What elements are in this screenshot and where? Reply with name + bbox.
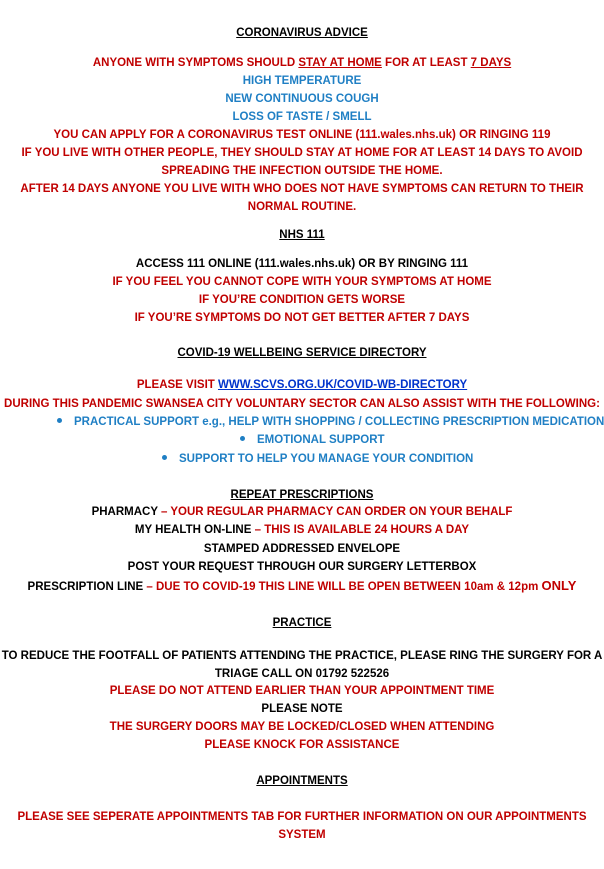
stamped-envelope-line: STAMPED ADDRESSED ENVELOPE — [203, 543, 401, 555]
appointments-heading: APPOINTMENTS — [256, 775, 348, 787]
bullet-text-practical: PRACTICAL SUPPORT e.g., HELP WITH SHOPPING / COLLECTING PRESCRIPTION MEDICATION — [74, 416, 604, 428]
wellbeing-heading: COVID-19 WELLBEING SERVICE DIRECTORY — [177, 347, 427, 359]
coronavirus-heading: CORONAVIRUS ADVICE — [236, 27, 368, 39]
wellbeing-visit-label: PLEASE VISIT — [136, 379, 218, 391]
repeat-prescriptions-heading: REPEAT PRESCRIPTIONS — [230, 489, 374, 501]
pharmacy-line — [0, 503, 604, 521]
symptom-high-temperature: HIGH TEMPERATURE — [242, 75, 362, 87]
nhs111-cannot-cope: IF YOU FEEL YOU CANNOT COPE WITH YOUR SYMPTOMS AT HOME — [112, 276, 492, 288]
post-request-line: POST YOUR REQUEST THROUGH OUR SURGERY LETTERBOX — [127, 561, 477, 573]
prescription-line — [0, 577, 604, 596]
stay-home-pre: ANYONE WITH SYMPTOMS SHOULD — [92, 57, 299, 69]
bullet-text-emotional: EMOTIONAL SUPPORT — [257, 434, 385, 446]
reduce-footfall-line-2: TRIAGE CALL ON 01792 522526 — [214, 668, 390, 680]
stay-home-mid: FOR AT LEAST — [381, 57, 471, 69]
bullet-text-condition: SUPPORT TO HELP YOU MANAGE YOUR CONDITION — [179, 453, 474, 465]
live-with-line-1: IF YOU LIVE WITH OTHER PEOPLE, THEY SHOULD STAY AT HOME FOR AT LEAST 14 DAYS TO AVOID — [21, 147, 583, 159]
pharmacy-label: PHARMACY — [91, 506, 158, 518]
bullet-dot-icon — [162, 455, 167, 460]
nhs111-access: ACCESS 111 ONLINE (111.wales.nhs.uk) OR BY RINGING 111 — [135, 258, 469, 270]
test-line: YOU CAN APPLY FOR A CORONAVIRUS TEST ONLINE (111.wales.nhs.uk) OR RINGING 119 — [53, 129, 551, 141]
appointments-info-line-1: PLEASE SEE SEPERATE APPOINTMENTS TAB FOR FURTHER INFORMATION ON OUR APPOINTMENTS — [17, 811, 587, 823]
my-health-label: MY HEALTH ON-LINE — [134, 524, 252, 536]
nhs111-not-better: IF YOU’RE SYMPTOMS DO NOT GET BETTER AFTER 7 DAYS — [134, 312, 470, 324]
after-14-days-line-2: NORMAL ROUTINE. — [247, 201, 357, 213]
live-with-line-2: SPREADING THE INFECTION OUTSIDE THE HOME. — [161, 165, 443, 177]
bullet-item-condition — [162, 450, 473, 468]
stay-home-line — [0, 54, 604, 72]
prescription-line-detail: – DUE TO COVID-19 THIS LINE WILL BE OPEN BETWEEN 10am & 12pm — [143, 581, 542, 593]
my-health-detail: – THIS IS AVAILABLE 24 HOURS A DAY — [251, 524, 470, 536]
bullet-dot-icon — [57, 418, 62, 423]
stay-home-emph: STAY AT HOME — [298, 57, 382, 69]
prescription-line-label: PRESCRIPTION LINE — [27, 581, 144, 593]
after-14-days-line-1: AFTER 14 DAYS ANYONE YOU LIVE WITH WHO DOES NOT HAVE SYMPTOMS CAN RETURN TO THEIR — [20, 183, 584, 195]
knock-for-assistance: PLEASE KNOCK FOR ASSISTANCE — [204, 739, 400, 751]
prescription-line-only: ONLY — [541, 578, 577, 593]
bullet-dot-icon — [240, 436, 245, 441]
practice-heading: PRACTICE — [272, 617, 332, 629]
symptom-cough: NEW CONTINUOUS COUGH — [225, 93, 379, 105]
reduce-footfall-line-1: TO REDUCE THE FOOTFALL OF PATIENTS ATTENDING THE PRACTICE, PLEASE RING THE SURGERY FOR A — [1, 650, 603, 662]
nhs111-condition-worse: IF YOU’RE CONDITION GETS WORSE — [198, 294, 406, 306]
wellbeing-during-line: DURING THIS PANDEMIC SWANSEA CITY VOLUNTARY SECTOR CAN ALSO ASSIST WITH THE FOLLOWING: — [4, 398, 600, 410]
please-note: PLEASE NOTE — [261, 703, 343, 715]
seven-days-emph: 7 DAYS — [470, 57, 512, 69]
doors-locked-line: THE SURGERY DOORS MAY BE LOCKED/CLOSED WHEN ATTENDING — [109, 721, 495, 733]
my-health-line — [0, 521, 604, 539]
scvs-directory-link[interactable]: WWW.SCVS.ORG.UK/COVID-WB-DIRECTORY — [218, 379, 468, 391]
bullet-item-emotional — [240, 431, 385, 449]
do-not-attend-early: PLEASE DO NOT ATTEND EARLIER THAN YOUR APPOINTMENT TIME — [109, 685, 495, 697]
pharmacy-detail: – YOUR REGULAR PHARMACY CAN ORDER ON YOUR BEHALF — [157, 506, 513, 518]
appointments-info-line-2: SYSTEM — [278, 829, 326, 841]
wellbeing-visit-line — [0, 376, 604, 394]
symptom-taste-smell: LOSS OF TASTE / SMELL — [232, 111, 372, 123]
nhs111-heading: NHS 111 — [279, 229, 325, 241]
bullet-item-practical — [57, 413, 604, 431]
